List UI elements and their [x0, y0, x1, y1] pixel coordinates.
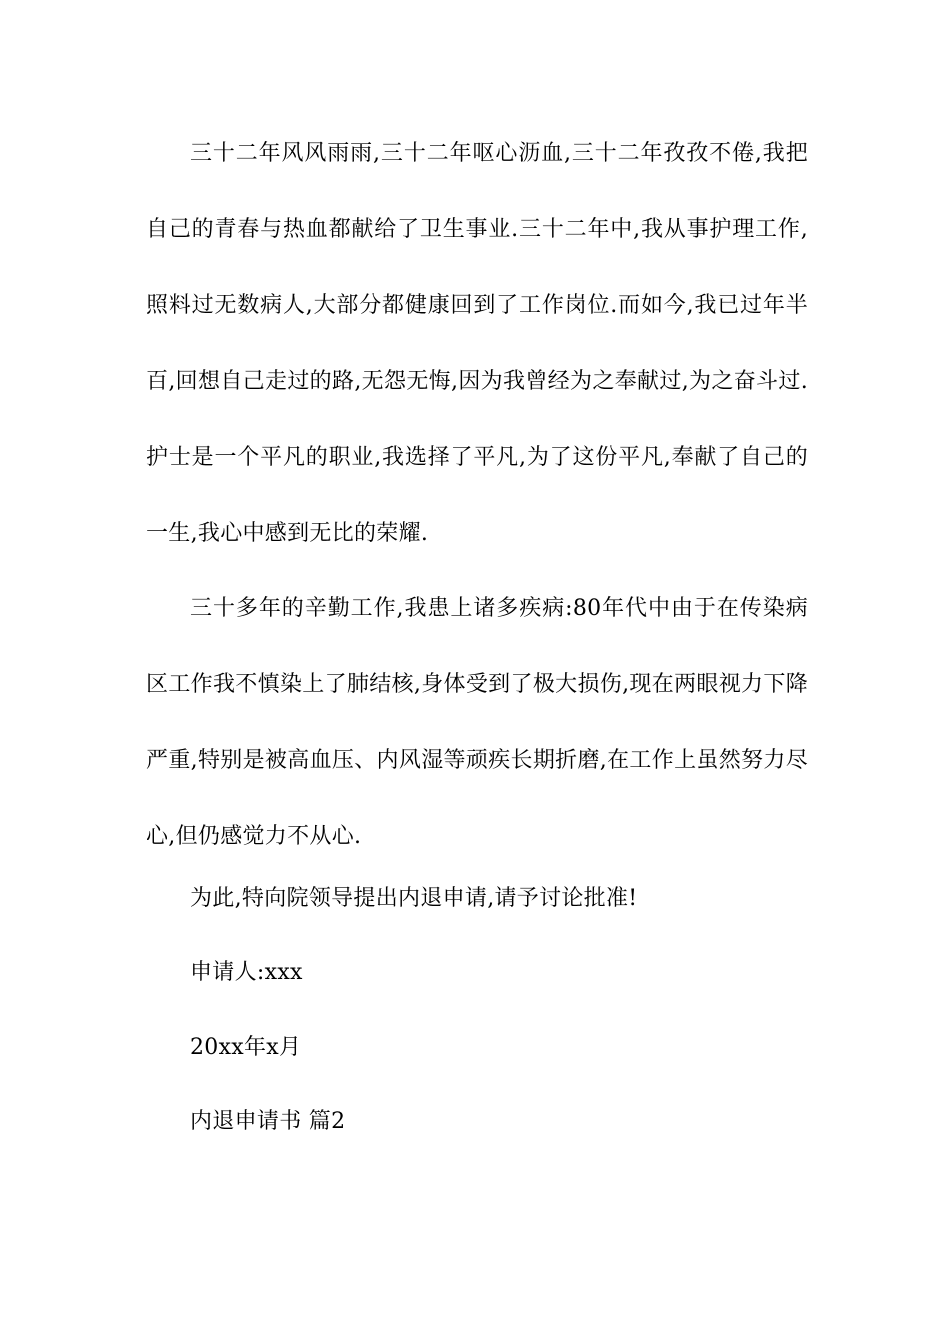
section-heading: 内退申请书 篇2: [190, 1109, 346, 1134]
paragraph-illness: 三十多年的辛勤工作,我患上诸多疾病:80年代中由于在传染病区工作我不慎染上了肺结核,身体受到了极大损伤,现在两眼视力下降严重,特别是被高血压、内风湿等顽疾长期折磨,在工作上虽然努力尽心,但仍感觉力不从心.: [146, 596, 808, 849]
applicant-signature: 申请人:xxx: [190, 960, 303, 985]
request-line: 为此,特向院领导提出内退申请,请予讨论批准!: [190, 886, 638, 911]
paragraph-career: 三十二年风风雨雨,三十二年呕心沥血,三十二年孜孜不倦,我把自己的青春与热血都献给了卫生事业.三十二年中,我从事护理工作,照料过无数病人,大部分都健康回到了工作岗位.而如今,我已过年半百,回想自己走过的路,无怨无悔,因为我曾经为之奉献过,为之奋斗过.护士是一个平凡的职业,我选择了平凡,为了这份平凡,奉献了自己的一生,我心中感到无比的荣耀.: [146, 141, 808, 546]
application-date: 20xx年x月: [190, 1035, 302, 1060]
